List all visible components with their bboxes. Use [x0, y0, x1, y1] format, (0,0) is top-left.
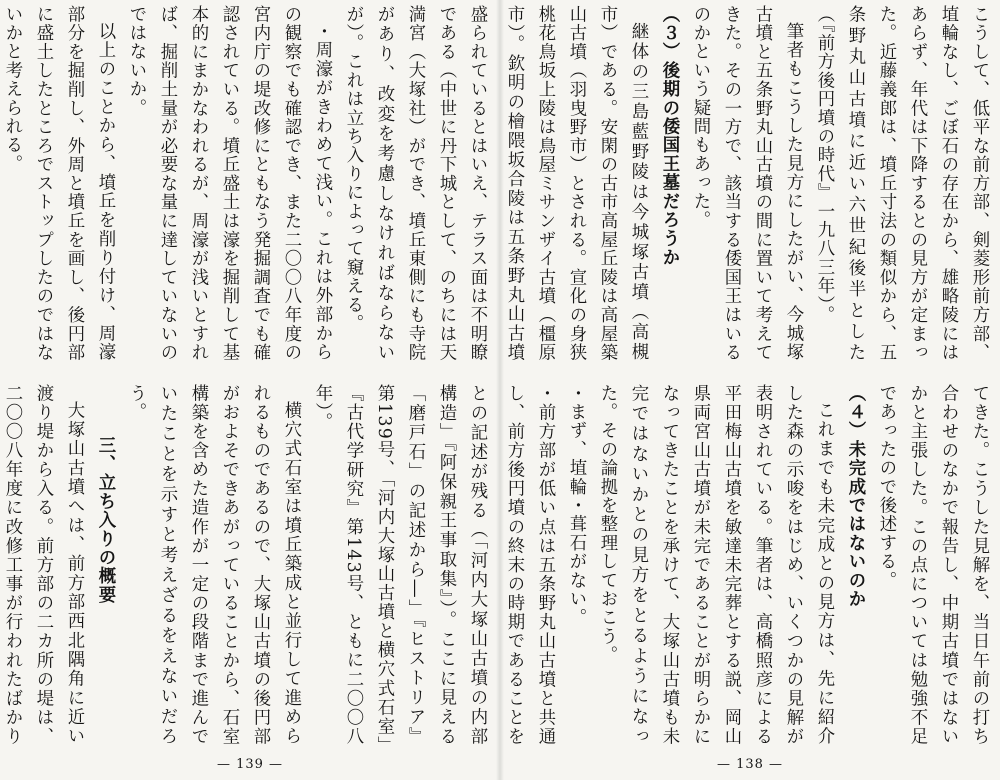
right-bottom-text-block — [506, 384, 994, 746]
bullet-item: ・まず、埴輪・葺石がない。 — [566, 384, 586, 628]
paragraph: 大塚山古墳へは、前方部西北隅角に近い渡り堤から入る。前方部の二カ所の堤は、二〇〇八年度に改修工事が行われたばかり — [2, 384, 84, 746]
subsection-heading: （４）未完成ではないのか — [845, 384, 865, 609]
page-number: — 139 — — [216, 757, 284, 772]
right-top-text-block — [506, 5, 994, 362]
paragraph: 筆者もこうした見方にしたがい、今城塚古墳と五条野丸山古墳の間に置いて考えてきた。その一方で、該当する倭国王はいるのかという疑問もあった。 — [690, 5, 803, 362]
section-heading: 三、立ち入りの概要 — [95, 436, 115, 605]
paragraph: 継体の三島藍野陵は今城塚古墳（高槻市）である。安閑の古市高屋丘陵は高屋築山古墳（羽曳野市）とされる。宣化の身狭桃花鳥坂上陵は鳥屋ミサンザイ古墳（橿原市）。欽明の檜隈坂合陵は五条野丸山古墳 — [504, 5, 648, 362]
left-top-text-block — [4, 5, 492, 362]
paragraph: これまでも未完成との見方は、先に紹介した森の示唆をはじめ、いくつかの見解が表明されている。筆者は、高橋照彦による平田梅山古墳を敏達未完葬とする説、岡山県両宮山古墳が未完であることが明らかになってきたことを承けて、大塚山古墳も未完ではないかとの見方をとるようになった。その論拠を整理しておこう。 — [597, 384, 834, 746]
page-138 — [500, 0, 1000, 780]
paragraph: 盛られているとはいえ、テラス面は不明瞭である（中世に丹下城として、のちには天満宮（大塚社）ができ、墳丘東側にも寺院があり、改変を考慮しなければならないが）。これは立ち入りによって窺える。 — [343, 5, 487, 362]
subsection-heading: （３）後期の倭国王墓だろうか — [659, 5, 679, 267]
paragraph: てきた。こうした見解を、当日午前の打ち合わせのなかで報告し、中期古墳ではないかと主張した。この点については勉強不足であったので後述する。 — [876, 384, 989, 746]
page-number: — 138 — — [716, 757, 784, 772]
paragraph: こうして、低平な前方部、剣菱形前方部、埴輪なし、ごぼ石の存在から、雄略陵にはあらず、年代は下降するとの見方が定まった。近藤義郎は、墳丘寸法の類似から、五条野丸山古墳に近い六世紀後半とした（『前方後円墳の時代』一九八三年）。 — [814, 5, 989, 362]
left-bottom-text-block — [4, 384, 492, 746]
paragraph: 横穴式石室は墳丘築成と並行して進められるものであるので、大塚山古墳の後円部がおよそできあがっていることから、石室構築を含めた造作が一定の段階まで進んでいたことを示すと考えざるをえないだろう。 — [126, 384, 301, 746]
paragraph: との記述が残る（「河内大塚山古墳の内部構造」『阿保親王事取集』）。ここに見える「磨戸石」の記述から―」『ヒストリア』第139号、「河内大塚山古墳と横穴式石室」『古代学研究』第143号、ともに二〇〇八年）。 — [312, 384, 487, 746]
bullet-item: ・前方部が低い点は五条野丸山古墳と共通し、前方後円墳の終末の時期であることを — [504, 384, 555, 746]
paragraph: 以上のことから、墳丘を削り付け、周濠部分を掘削し、外周と墳丘を画し、後円部に盛土したところでストップしたのではないかと考えられる。 — [2, 5, 115, 362]
paragraph: ・周濠がきわめて浅い。これは外部からの観察でも確認でき、また二〇〇八年度の宮内庁の堤改修にともなう発掘調査でも確認されている。墳丘盛土は濠を掘削して基本的にまかなわれるが、周濠が浅いとすれば、掘削土量が必要な量に達していないのではないか。 — [126, 5, 332, 362]
